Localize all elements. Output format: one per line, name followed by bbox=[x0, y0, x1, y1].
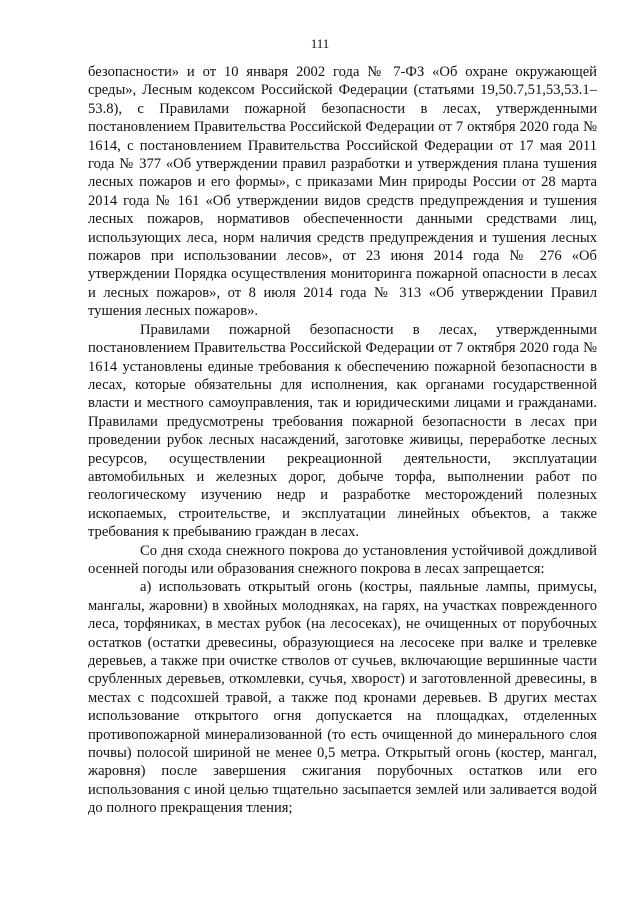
paragraph-fire-safety-rules: Правилами пожарной безопасности в лесах, утвержденными постановлением Правительства Российской Федерации от 7 октября 2020 года № 1614 установлены единые требования к обеспечению пожарной безопасности в лесах, которые обязательны для исполнения, как органами государственной власти и местного самоуправления, так и юридическими лицами и гражданами. Правилами предусмотрены требования пожарной безопасности в лесах при проведении рубок лесных насаждений, заготовке живицы, переработке лесных ресурсов, осуществлении рекреационной деятельности, эксплуатации автомобильных и железных дорог, добыче торфа, выполнении работ по геологическому изучению недр и разработке месторождений полезных ископаемых, строительстве, и эксплуатации линейных объектов, а также требования к пребыванию граждан в лесах. bbox=[88, 321, 597, 541]
page-number: 111 bbox=[310, 36, 330, 51]
body-text bbox=[88, 63, 597, 818]
paragraph-prohibitions-intro: Со дня схода снежного покрова до установления устойчивой дождливой осенней погоды или образования снежного покрова в лесах запрещается: bbox=[88, 542, 597, 577]
paragraph-open-fire-item: а) использовать открытый огонь (костры, паяльные лампы, примусы, мангалы, жаровни) в хвойных молодняках, на гарях, на участках поврежденного леса, торфяниках, в местах рубок (на лесосеках), не очищенных от порубочных остатков (остатки древесины, образующиеся на лесосеке при валке и трелевке деревьев, а также при очистке стволов от сучьев, включающие вершинные части срубленных деревьев, откомлевки, сучья, хворост) и заготовленной древесины, в местах с подсохшей травой, а также под кронами деревьев. В других местах использование открытого огня допускается на площадках, отделенных противопожарной минерализованной (то есть очищенной до минерального слоя почвы) полосой шириной не менее 0,5 метра. Открытый огонь (костер, мангал, жаровня) после завершения сжигания порубочных остатков или его использования с иной целью тщательно засыпается землей или заливается водой до полного прекращения тления; bbox=[88, 579, 597, 817]
paragraph-legislation-list: безопасности» и от 10 января 2002 года № 7-ФЗ «Об охране окружающей среды», Лесным кодексом Российской Федерации (статьями 19,50.7,51,53,53.1–53.8), с Правилами пожарной безопасности в лесах, утвержденными постановлением Правительства Российской Федерации от 7 октября 2020 года № 1614, с постановлением Правительства Российской Федерации от 17 мая 2011 года № 377 «Об утверждении правил разработки и утверждения плана тушения лесных пожаров и его формы», с приказами Мин природы России от 28 марта 2014 года № 161 «Об утверждении видов средств предупреждения и тушения лесных пожаров, нормативов обеспеченности данными средствами лиц, использующих леса, норм наличия средств предупреждения и тушения лесных пожаров при использовании лесов», от 23 июня 2014 года № 276 «Об утверждении Порядка осуществления мониторинга пожарной опасности в лесах и лесных пожаров», от 8 июля 2014 года № 313 «Об утверждении Правил тушения лесных пожаров». bbox=[88, 64, 597, 320]
